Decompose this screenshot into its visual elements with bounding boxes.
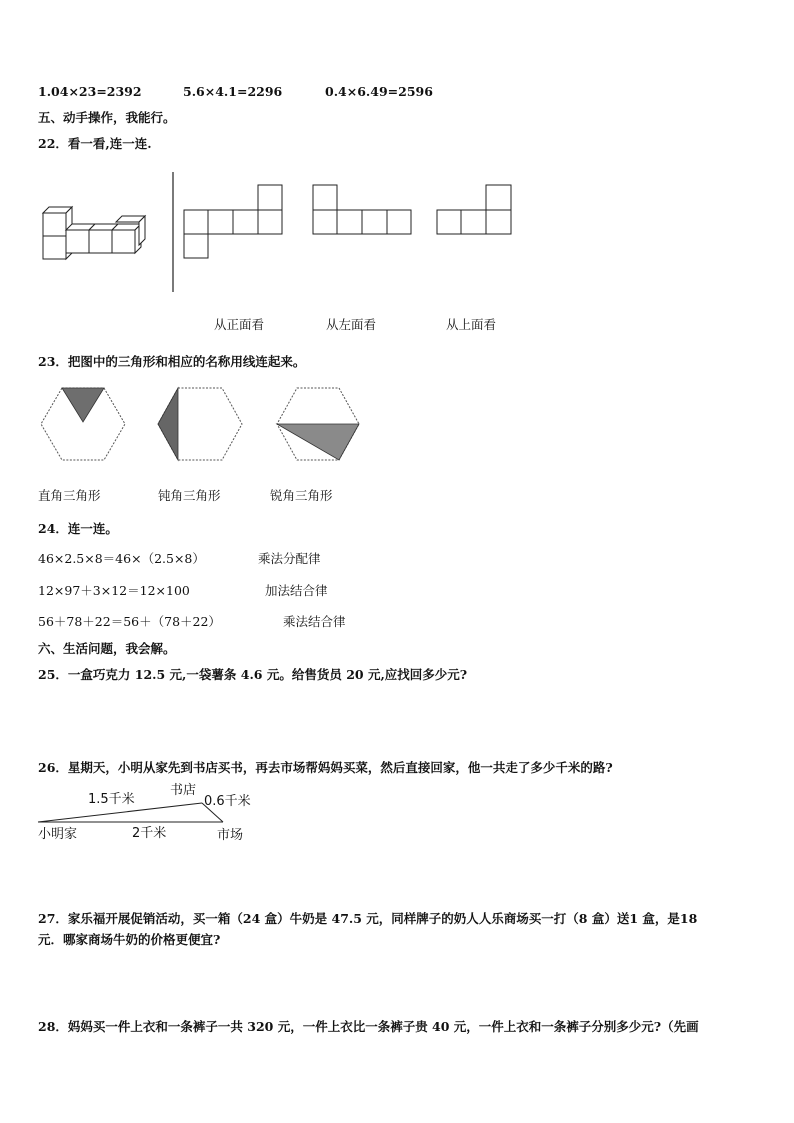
hexagon-3 [277, 388, 359, 460]
q24-right-3: 乘法结合律 [283, 614, 346, 629]
cube-solid-figure [43, 207, 145, 259]
q22-figures [0, 168, 794, 298]
label-market: 市场 [217, 828, 244, 843]
equation-1: 1.04×23=2392 [38, 84, 142, 99]
q24-right-1: 乘法分配律 [258, 551, 321, 566]
q24-left-2: 12×97＋3×12＝12×100 [38, 583, 190, 598]
label-bookstore: 书店 [170, 783, 197, 798]
question-22: 22．看一看,连一连. [38, 136, 152, 151]
q23-hexagons [0, 386, 794, 476]
view-label-top: 从上面看 [446, 317, 497, 332]
question-24: 24．连一连。 [38, 521, 118, 536]
q24-left-3: 56＋78＋22＝56＋（78＋22） [38, 614, 221, 629]
view-label-left: 从左面看 [326, 317, 377, 332]
section-5-title: 五、动手操作，我能行。 [38, 110, 176, 125]
label-obtuse-triangle: 钝角三角形 [158, 488, 221, 503]
question-25: 25．一盒巧克力 12.5 元,一袋薯条 4.6 元。给售货员 20 元,应找回多少元? [38, 667, 468, 682]
equation-3: 0.4×6.49=2596 [325, 84, 433, 99]
view-label-front: 从正面看 [214, 317, 265, 332]
view-shape-2 [313, 185, 411, 234]
section-6-title: 六、生活问题，我会解。 [38, 641, 176, 656]
equation-2: 5.6×4.1=2296 [183, 84, 283, 99]
label-home: 小明家 [38, 827, 78, 842]
hexagon-1 [41, 388, 125, 460]
distance-home-store: 1.5千米 [88, 792, 135, 807]
question-28: 28．妈妈买一件上衣和一条裤子一共 320 元，一件上衣比一条裤子贵 40 元，一件上衣和一条裤子分别多少元?（先画 [38, 1019, 699, 1034]
q24-left-1: 46×2.5×8＝46×（2.5×8） [38, 551, 205, 566]
question-27-line-2: 元．哪家商场牛奶的价格更便宜? [38, 932, 221, 947]
view-shape-1 [184, 185, 282, 258]
question-27-line-1: 27．家乐福开展促销活动，买一箱（24 盒）牛奶是 47.5 元，同样牌子的奶人人乐商场买一打（8 盒）送1 盒，是18 [38, 911, 698, 926]
question-23: 23．把图中的三角形和相应的名称用线连起来。 [38, 354, 306, 369]
label-acute-triangle: 锐角三角形 [270, 488, 333, 503]
view-shape-3 [437, 185, 511, 234]
label-right-triangle: 直角三角形 [38, 488, 101, 503]
distance-home-market: 2千米 [132, 826, 167, 841]
distance-store-market: 0.6千米 [204, 794, 251, 809]
q24-right-2: 加法结合律 [265, 583, 328, 598]
question-26: 26．星期天，小明从家先到书店买书，再去市场帮妈妈买菜，然后直接回家，他一共走了多少千米的路? [38, 760, 613, 775]
hexagon-2 [158, 388, 242, 460]
